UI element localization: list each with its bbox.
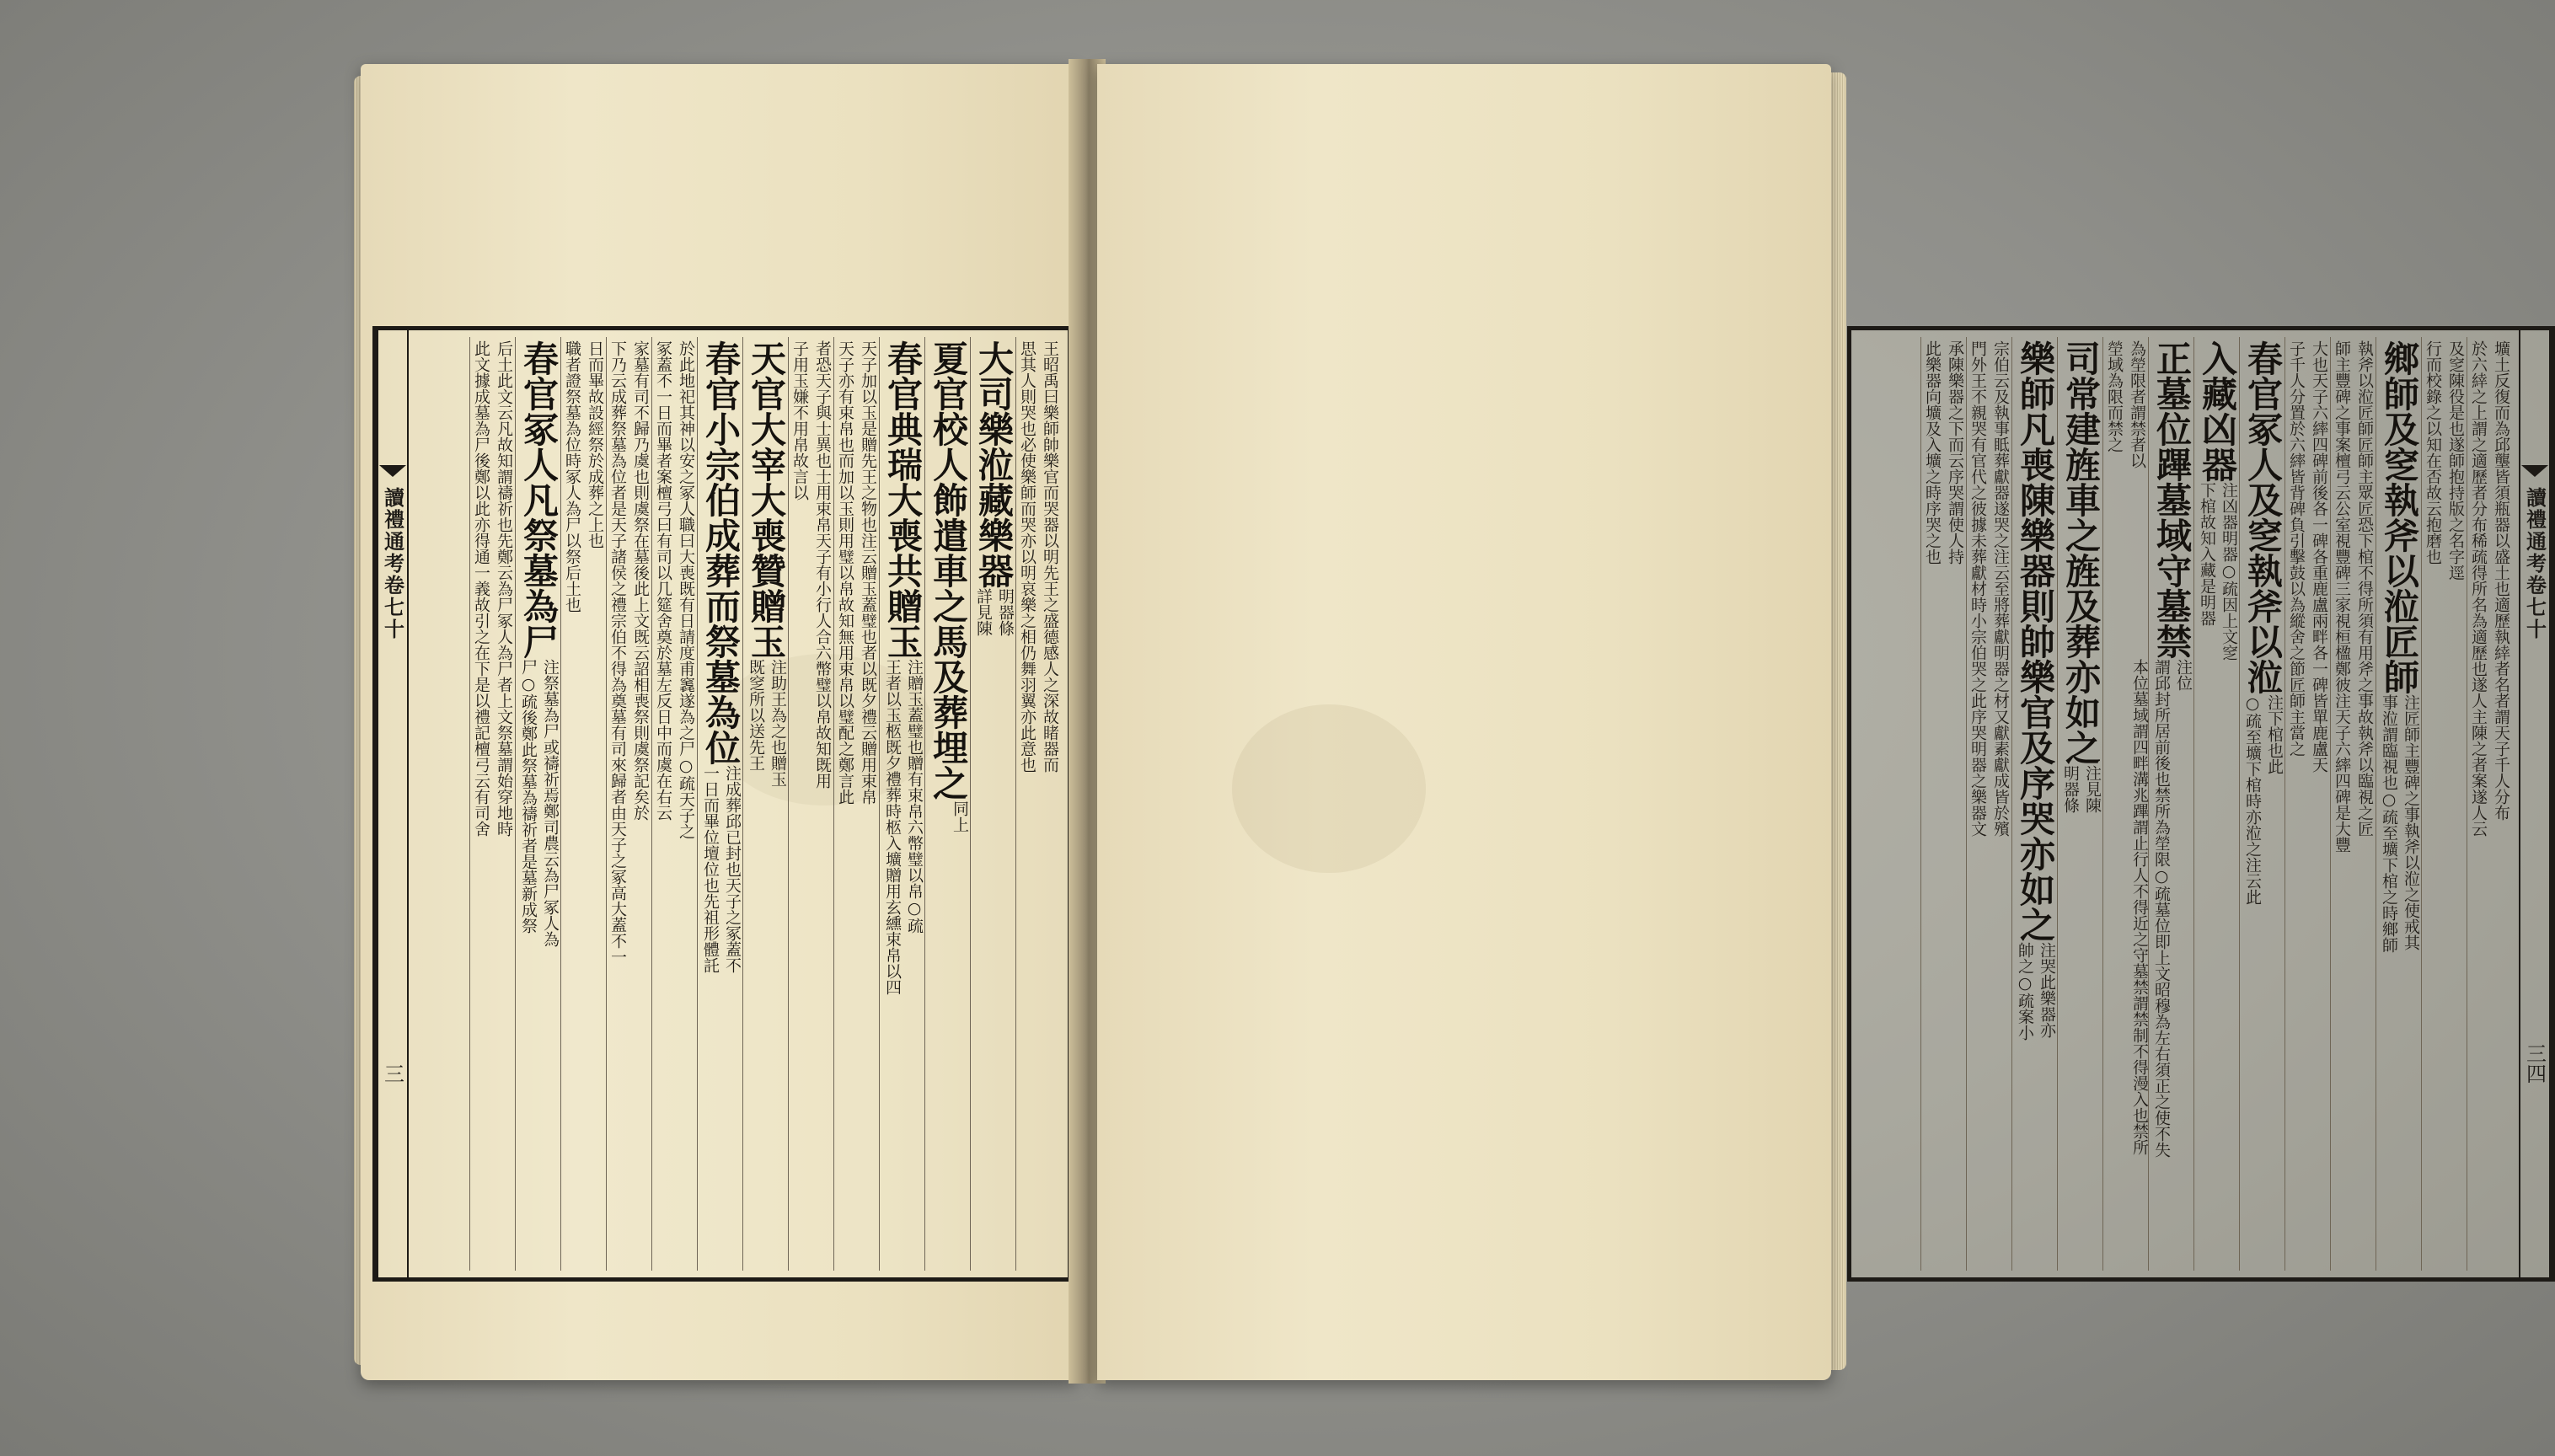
text-column xyxy=(2193,337,2239,1271)
text-column xyxy=(697,337,742,1271)
right-banxin xyxy=(2519,330,2551,1277)
left-banxin xyxy=(377,330,409,1277)
annotation-line: 既窆所以送先王 xyxy=(747,659,765,771)
text-column xyxy=(515,337,560,1271)
annotation-line: 注贈玉蓋璧也贈有束帛六幣璧以帛○疏 xyxy=(905,659,924,934)
annotation-line: 明器條 xyxy=(996,588,1015,636)
annotation-line: 天子加以玉是贈先王之物也注云贈玉蓋璧也者以既夕禮云贈用束帛 xyxy=(859,340,877,805)
annotation-line: 為塋限者謂禁者以 xyxy=(2128,340,2146,468)
annotation-pair xyxy=(700,765,742,973)
annotation-line: ○疏至壙下棺時亦涖之注云此 xyxy=(2243,694,2262,905)
text-column xyxy=(2421,337,2467,1271)
annotation-line: 子千人分置於六繂皆背碑負引擊鼓以為縱舍之節匠師主當之 xyxy=(2287,340,2306,757)
annotation-pair xyxy=(2379,694,2421,953)
annotation-line: 后土此文云凡故知謂禱祈也先鄭云為尸冢人為尸者上文祭墓謂始穿地時 xyxy=(495,340,513,837)
right-page-number: 三四 xyxy=(2522,1043,2547,1084)
annotation-line: 王者以玉柩既夕禮葬時柩入壙贈用玄纁束帛以四 xyxy=(883,659,902,995)
main-text: 春官冢人凡祭墓為尸 xyxy=(518,340,560,659)
annotation-line: 此樂器向壙及入壙之時序哭之也 xyxy=(1923,340,1942,565)
annotation-line: 家墓有司不歸乃虞也則虞祭在墓後此上文既云詔相喪祭則虞祭記矣於 xyxy=(631,340,650,821)
annotation-line: 行而校錄之以知在否故云抱磨也 xyxy=(2424,340,2442,565)
annotation-pair xyxy=(746,659,788,787)
text-column xyxy=(924,337,970,1271)
annotation-pair xyxy=(2129,659,2193,1158)
annotation-pair xyxy=(2060,765,2102,813)
annotation-line: 大也天子六繂四碑前後各一碑各重鹿盧兩畔各一碑皆單鹿盧天 xyxy=(2310,340,2328,773)
annotation-line: 執斧以涖匠師匠師主眾匠恐下棺不得所須有用斧之事故執斧以臨視之匠 xyxy=(2355,340,2374,837)
annotation-line: 注匠師主豐碑之事執斧以涖之使戒其 xyxy=(2402,694,2420,950)
main-text: 夏官校人飾遣車之馬及葬埋之 xyxy=(928,340,969,800)
fish-tail-mark-icon xyxy=(2521,465,2548,477)
main-text: 春官典瑞大喪共贈玉 xyxy=(882,340,924,659)
text-column xyxy=(833,337,879,1271)
annotation-line: 及窆陳役是也遂師抱持版之名字逕 xyxy=(2446,340,2465,581)
main-text: 樂師凡喪陳樂器則帥樂官及序哭亦如之 xyxy=(2015,340,2056,942)
fish-tail-mark-icon xyxy=(379,465,406,477)
annotation-line: 者恐天子與士異也士用束帛天子有小行人合六幣璧以帛故知既用 xyxy=(813,340,832,789)
annotation-pair xyxy=(2197,482,2239,661)
annotation-line: 注下棺也此 xyxy=(2265,694,2284,774)
text-column xyxy=(2376,337,2421,1271)
annotation-pair xyxy=(882,659,924,995)
main-text: 入藏凶器 xyxy=(2197,340,2238,482)
text-column xyxy=(2057,337,2102,1271)
text-column xyxy=(2330,337,2376,1271)
annotation-line: 一日而畢位壇位也先祖形體託 xyxy=(701,765,720,973)
annotation-line: 注見陳 xyxy=(2083,765,2102,813)
annotation-line: 明器條 xyxy=(2061,765,2080,813)
text-column xyxy=(2239,337,2285,1271)
annotation-line: 下棺故知入藏是明器 xyxy=(2198,482,2216,626)
annotation-pair xyxy=(973,588,1015,636)
left-text-columns xyxy=(415,337,1061,1271)
text-column xyxy=(2467,337,2512,1271)
annotation-line: 注位 xyxy=(2174,659,2193,691)
main-text: 正墓位蹕墓域守墓禁 xyxy=(2151,340,2193,659)
text-column xyxy=(1920,337,1966,1271)
annotation-line: 注助王為之也贈玉 xyxy=(769,659,787,787)
annotation-pair xyxy=(950,800,970,832)
annotation-line: 壙土反復而為邱壟皆須瓶器以盛土也適歷執緈者名者謂天子千人分布 xyxy=(2492,340,2510,821)
left-page-number: 三 xyxy=(380,1063,404,1084)
right-page xyxy=(1097,64,2547,1380)
text-column xyxy=(560,337,606,1271)
text-column xyxy=(469,337,515,1271)
annotation-line: 於此地祀其神以安之冢人職曰大喪既有日請度甫竁遂為之尸○疏天子之 xyxy=(677,340,695,839)
text-column xyxy=(1966,337,2011,1271)
main-text: 天官大宰大喪贊贈玉 xyxy=(746,340,787,659)
annotation-line: 師主豐碑之事案檀弓云公室視豐碑三家視桓楹鄭彼注天子六繂四碑是大豐 xyxy=(2333,340,2351,853)
annotation-pair xyxy=(2242,694,2285,905)
text-column xyxy=(742,337,788,1271)
main-text: 春官冢人及窆執斧以涖 xyxy=(2242,340,2284,694)
main-text: 春官小宗伯成葬而祭墓為位 xyxy=(700,340,742,765)
annotation-line: 詳見陳 xyxy=(974,588,993,636)
annotation-line: 塋域為限而禁之 xyxy=(2105,340,2124,452)
annotation-line: 天子亦有束帛也而加以玉則用璧以帛故知無用束帛以璧配之鄭言此 xyxy=(836,340,854,805)
annotation-line: 王昭禹曰樂師帥樂官而哭器以明先王之盛德感人之深故睹器而 xyxy=(1041,340,1059,773)
annotation-line: 注凶器明器○疏因上文窆 xyxy=(2220,482,2238,661)
paper-stain xyxy=(1232,704,1426,873)
annotation-line: 門外王不親哭有官代之彼據未葬獻材時小宗伯哭之此序哭明器之樂器文 xyxy=(1968,340,1987,837)
text-column xyxy=(606,337,651,1271)
annotation-line: 帥之○疏案小 xyxy=(2016,942,2034,1041)
annotation-line: 冢蓋不一日而畢者案檀弓曰有司以几筵舍奠於墓左反日中而虞在右云 xyxy=(654,340,672,821)
right-page-frame xyxy=(1847,326,2555,1282)
annotation-line: 注祭墓為尸或禱祈焉鄭司農云為尸冢人為 xyxy=(541,659,560,947)
annotation-line: 同上 xyxy=(951,800,969,832)
annotation-line: 此文據成墓為尸後鄭以此亦得通一義故引之在下是以禮記檀弓云有司舍 xyxy=(472,340,490,837)
annotation-line: 於六緈之上謂之適歷者分布稀疏得所名為適歷也遂人主陳之者案遂人云 xyxy=(2469,340,2488,837)
annotation-line: 下乃云成葬祭墓為位者是天子諸侯之禮宗伯不得為奠墓有司來歸者由天子之冢高大蓋不一 xyxy=(608,340,627,965)
text-column xyxy=(2285,337,2330,1271)
annotation-line: 思其人則哭也必使樂師而哭亦以明哀樂之相仍舞羽翼亦此意也 xyxy=(1018,340,1036,773)
annotation-line: 注哭此樂器亦 xyxy=(2038,942,2056,1038)
text-column xyxy=(651,337,697,1271)
text-column xyxy=(879,337,924,1271)
main-text: 鄉師及窆執斧以涖匠師 xyxy=(2379,340,2420,694)
annotation-line: 子用玉嫌不用帛故言以 xyxy=(790,340,809,500)
annotation-line: 尸○疏後鄭此祭墓為禱祈者是墓新成祭 xyxy=(519,659,538,934)
annotation-line: 注成葬邱已封也天子之冢蓋不 xyxy=(723,765,742,973)
annotation-pair xyxy=(2015,942,2057,1041)
annotation-line: 日而畢故設經祭於成葬之上也 xyxy=(586,340,604,549)
text-column xyxy=(970,337,1015,1271)
text-column xyxy=(1015,337,1061,1271)
annotation-line: 事涖謂臨視也○疏至壙下棺之時鄉師 xyxy=(2380,694,2398,953)
left-page-frame xyxy=(372,326,1072,1282)
right-text-columns xyxy=(1858,337,2512,1271)
left-banxin-title: 讀禮通考卷七十 xyxy=(380,487,405,640)
right-banxin-title: 讀禮通考卷七十 xyxy=(2522,487,2547,640)
text-column xyxy=(788,337,833,1271)
main-text: 大司樂涖藏樂器 xyxy=(973,340,1015,588)
annotation-line: 謂邱封所居前後也禁所為塋限○疏墓位即上文昭穆為左右須正之使不失 xyxy=(2152,659,2171,1158)
open-book xyxy=(361,64,2547,1380)
annotation-line: 承陳樂器之下而云序哭謂使人持 xyxy=(1946,340,1964,565)
main-text: 司常建旌車之旌及葬亦如之 xyxy=(2060,340,2102,765)
text-column xyxy=(2011,337,2057,1271)
annotation-line: 職者證祭墓為位時冢人為尸以祭后土也 xyxy=(563,340,581,613)
annotation-line: 本位墓域謂四畔溝兆蹕謂止行人不得近之守墓禁謂禁制不得漫入也禁所 xyxy=(2130,659,2149,1155)
annotation-line: 宗伯云及執事眡葬獻器遂哭之注云至將葬獻明器之材又獻素獻成皆於殯 xyxy=(1991,340,2010,837)
left-page xyxy=(361,64,1077,1380)
annotation-pair xyxy=(518,659,560,947)
